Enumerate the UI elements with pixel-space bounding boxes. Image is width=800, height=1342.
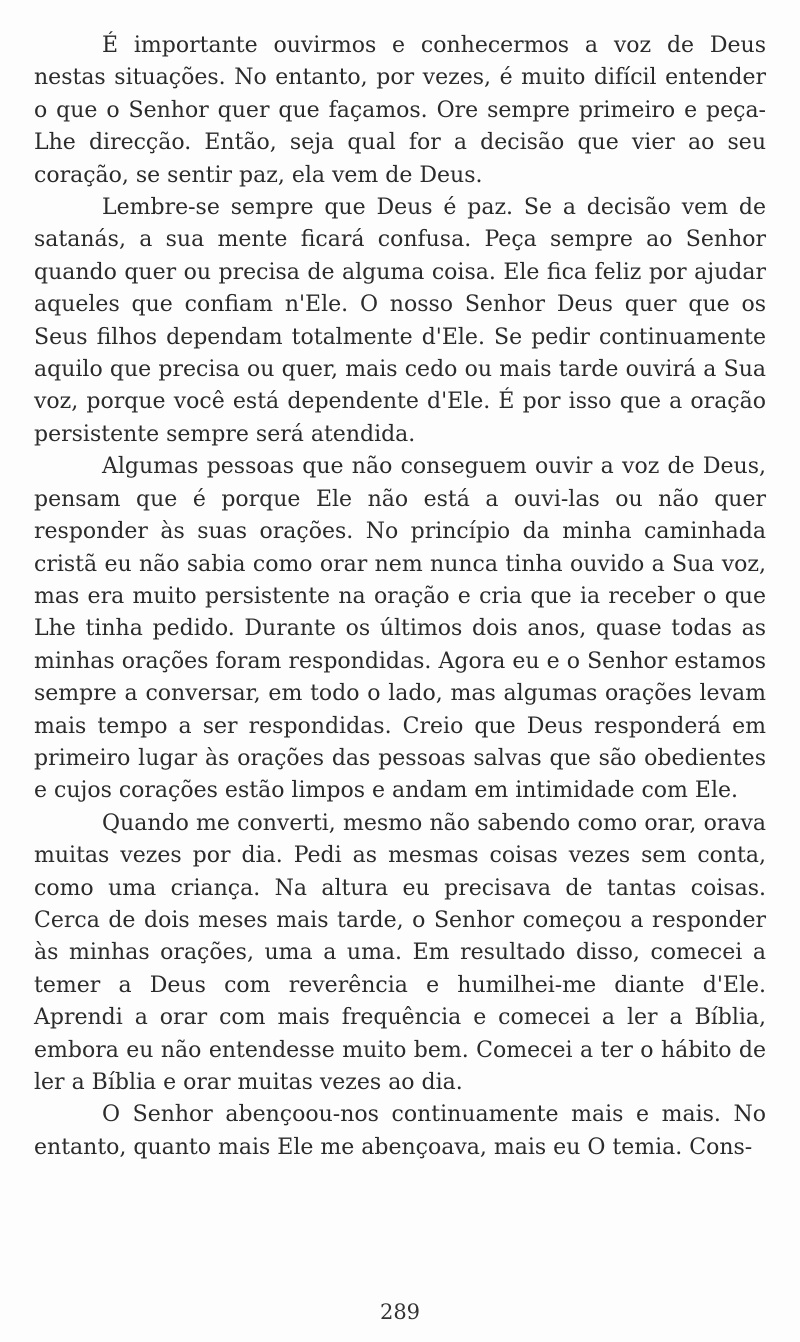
paragraph-1: É importante ouvirmos e conhecermos a voz de Deus nestas situações. No entanto, por vezes, é muito difícil entender o que o Senhor quer que façamos. Ore sempre primeiro e peça-Lhe direcção. Então, seja qual for a decisão que vier ao seu coração, se sentir paz, ela vem de Deus. xyxy=(34,33,766,188)
paragraph-2: Lembre-se sempre que Deus é paz. Se a decisão vem de satanás, a sua mente ficará confusa. Peça sempre ao Senhor quando quer ou precisa de alguma coisa. Ele fica feliz por ajudar aqueles que confiam n'Ele. O nosso Senhor Deus quer que os Seus filhos dependam totalmente d'Ele. Se pedir continuamente aquilo que precisa ou quer, mais cedo ou mais tarde ouvirá a Sua voz, porque você está dependente d'Ele. É por isso que a oração persistente sempre será atendida. xyxy=(34,195,766,447)
paragraph-3: Algumas pessoas que não conseguem ouvir a voz de Deus, pensam que é porque Ele não está a ouvi-las ou não quer responder às suas orações. No princípio da minha caminhada cristã eu não sabia como orar nem nunca tinha ouvido a Sua voz, mas era muito persistente na oração e cria que ia receber o que Lhe tinha pedido. Durante os últimos dois anos, quase todas as minhas orações foram respondidas. Agora eu e o Senhor estamos sempre a conversar, em todo o lado, mas algumas orações levam mais tempo a ser respondidas. Creio que Deus responderá em primeiro lugar às orações das pessoas salvas que são obedientes e cujos corações estão limpos e andam em intimidade com Ele. xyxy=(34,454,766,804)
paragraph-5: O Senhor abençoou-nos continuamente mais e mais. No entanto, quanto mais Ele me abençoava, mais eu O temia. Cons- xyxy=(34,1102,766,1160)
body-text xyxy=(34,30,766,1164)
page-number: 289 xyxy=(379,1300,421,1324)
paragraph-4: Quando me converti, mesmo não sabendo como orar, orava muitas vezes por dia. Pedi as mesmas coisas vezes sem conta, como uma criança. Na altura eu precisava de tantas coisas. Cerca de dois meses mais tarde, o Senhor começou a responder às minhas orações, uma a uma. Em resultado disso, comecei a temer a Deus com reverência e humilhei-me diante d'Ele. Aprendi a orar com mais frequência e comecei a ler a Bíblia, embora eu não entendesse muito bem. Comecei a ter o hábito de ler a Bíblia e orar muitas vezes ao dia. xyxy=(34,810,766,1095)
